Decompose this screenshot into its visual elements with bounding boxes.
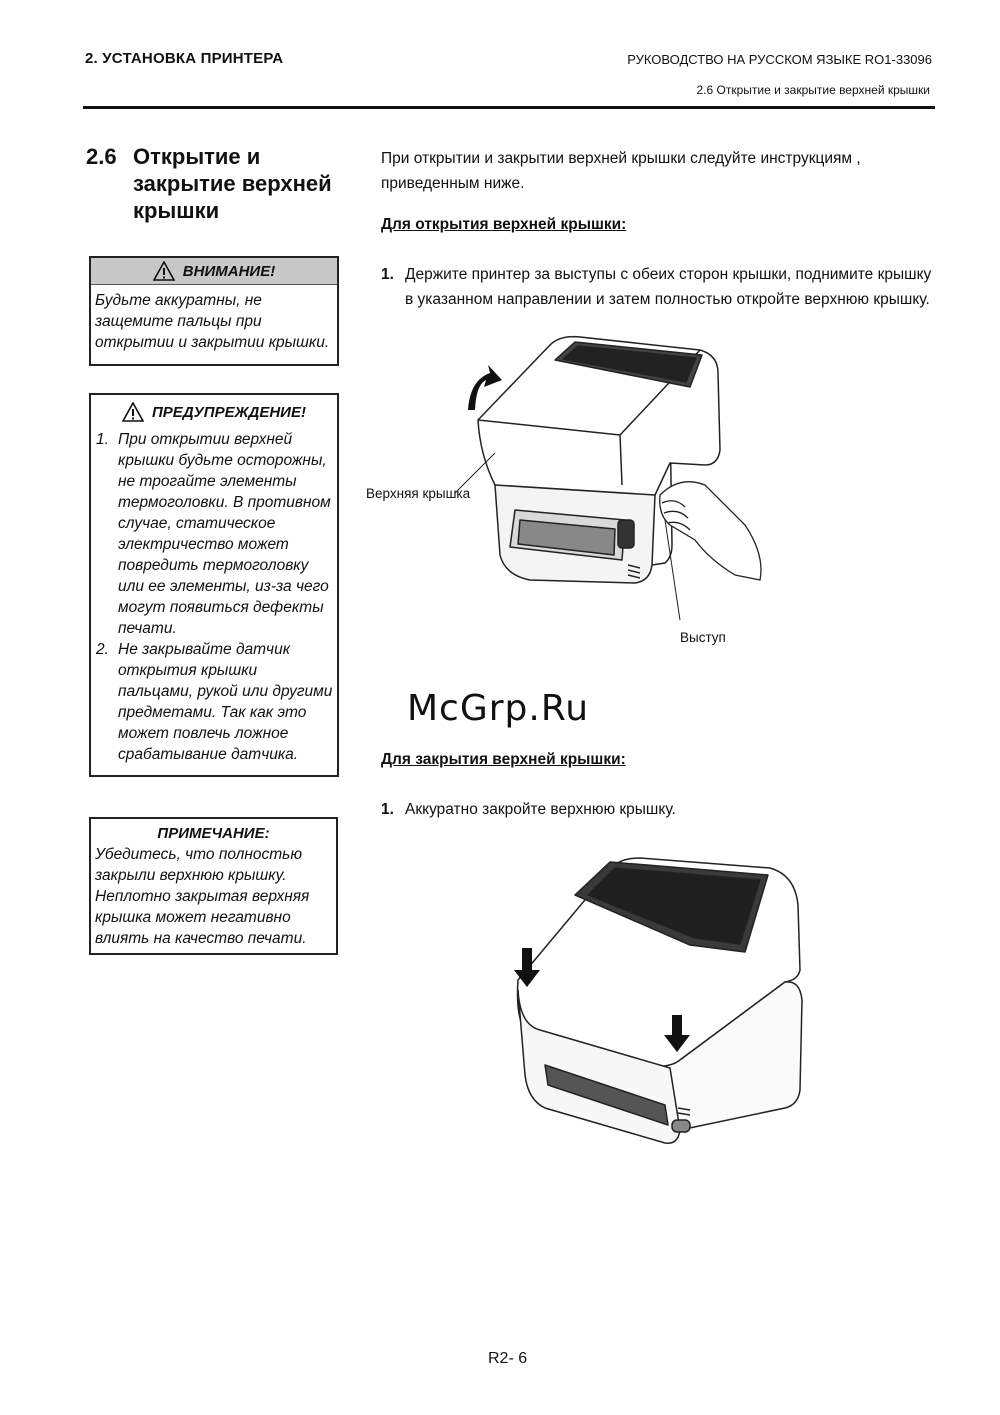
- step-number: 1.: [381, 266, 394, 283]
- close-cover-heading: Для закрытия верхней крышки:: [381, 751, 626, 768]
- list-item-text: При открытии верхней крышки будьте осторожны, не трогайте элементы термоголовки. В противном случае, статическое электричество может повредить термоголовку или ее элементы, из-за чего могут появиться дефекты печати.: [118, 431, 331, 637]
- note-box: [89, 817, 338, 955]
- caution-box: [89, 256, 339, 366]
- intro-paragraph: При открытии и закрытии верхней крышки следуйте инструкциям , приведенным ниже.: [381, 150, 861, 192]
- section-title: Открытие и закрытие верхней крышки: [133, 144, 332, 223]
- list-item-number: 2.: [96, 641, 109, 658]
- warning-header: [91, 395, 337, 429]
- watermark-text: McGrp.Ru: [407, 688, 590, 729]
- chapter-title: 2. УСТАНОВКА ПРИНТЕРА: [85, 50, 284, 67]
- header-divider: [83, 106, 935, 109]
- open-cover-heading: Для открытия верхней крышки:: [381, 216, 627, 233]
- step-number: 1.: [381, 801, 394, 818]
- list-item-number: 1.: [96, 431, 109, 448]
- warning-list: [91, 429, 337, 765]
- printer-closing-illustration: [500, 840, 820, 1170]
- close-step: [381, 797, 941, 827]
- subsection-title: 2.6 Открытие и закрытие верхней крышки: [696, 83, 930, 97]
- list-item: [91, 639, 337, 765]
- caution-text: Будьте аккуратны, не защемите пальцы при открытии и закрытии крышки.: [95, 292, 330, 351]
- top-cover-label: Верхняя крышка: [366, 486, 471, 501]
- open-step: [381, 262, 941, 322]
- note-title: ПРИМЕЧАНИЕ:: [157, 825, 270, 842]
- list-item-text: Не закрывайте датчик открытия крышки пальцами, рукой или другими предметами. Так как это может повлечь ложное срабатывание датчика.: [118, 641, 333, 763]
- caution-header: [91, 258, 337, 285]
- warning-triangle-icon: [122, 402, 144, 422]
- warning-triangle-icon: [153, 261, 175, 281]
- section-number: 2.6: [86, 144, 117, 169]
- warning-box: [89, 393, 339, 777]
- list-item: [91, 429, 337, 639]
- step-text: Аккуратно закройте верхнюю крышку.: [405, 801, 676, 818]
- page-number: R2- 6: [488, 1350, 528, 1367]
- step-text: Держите принтер за выступы с обеих сторон крышки, поднимите крышку в указанном направлении и затем полностью откройте верхнюю крышку.: [405, 266, 932, 308]
- caution-title: ВНИМАНИЕ!: [182, 262, 276, 280]
- tab-label: Выступ: [680, 630, 726, 645]
- note-text: Убедитесь, что полностью закрыли верхнюю крышку. Неплотно закрытая верхняя крышка может негативно влиять на качество печати.: [95, 846, 310, 947]
- warning-title: ПРЕДУПРЕЖДЕНИЕ!: [152, 403, 306, 421]
- manual-title: РУКОВОДСТВО НА РУССКОМ ЯЗЫКЕ RO1-33096: [627, 52, 932, 67]
